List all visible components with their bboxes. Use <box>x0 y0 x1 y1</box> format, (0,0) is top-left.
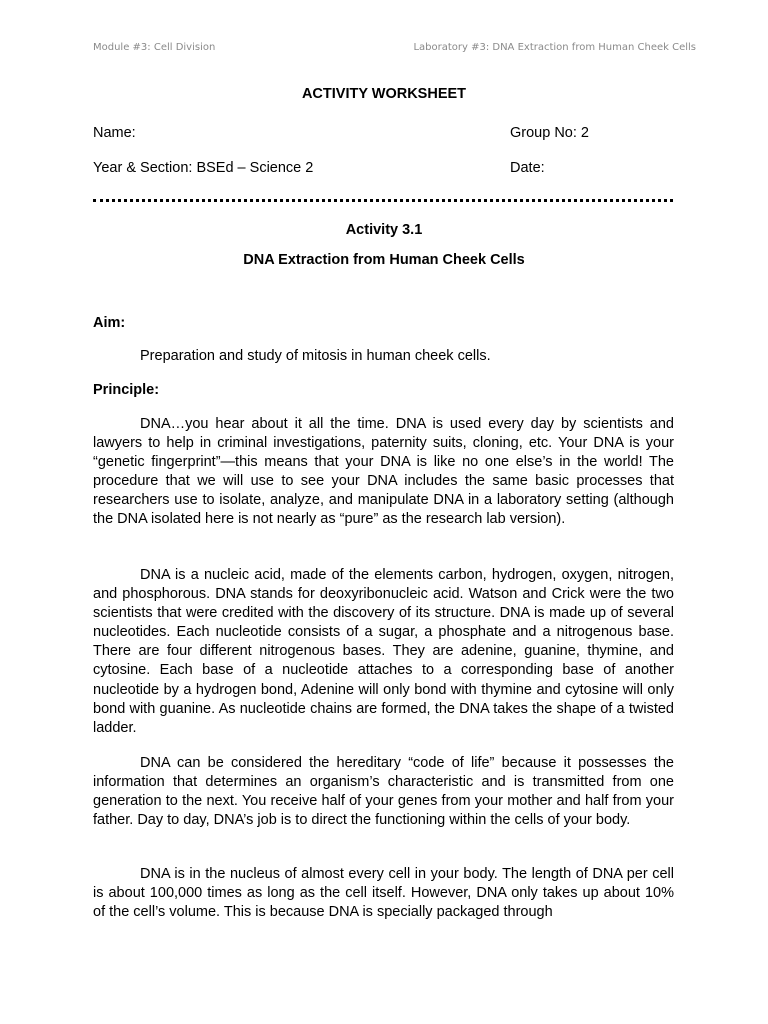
dotted-divider <box>93 199 673 202</box>
principle-paragraph-2: DNA is a nucleic acid, made of the elements carbon, hydrogen, oxygen, nitrogen, and phosphorous. DNA stands for deoxyribonucleic acid. Watson and Crick were the two scientists that were credited with the discovery of its structure. DNA is made up of several nucleotides. Each nucleotide consists of a sugar, a phosphate and a nitrogenous base. There are four different nitrogenous bases. They are adenine, guanine, thymine, and cytosine. Each base of a nucleotide attaches to a corresponding base of another nucleotide by a hydrogen bond, Adenine will only bond with thymine and cytosine will only bond with guanine. As nucleotide chains are formed, the DNA takes the shape of a twisted ladder. <box>93 567 674 736</box>
group-label: Group No: 2 <box>510 125 589 141</box>
aim-text: Preparation and study of mitosis in human cheek cells. <box>140 348 491 364</box>
name-row <box>93 125 673 141</box>
principle-paragraph-3: DNA can be considered the hereditary “code of life” because it possesses the information that determines an organism’s characteristic and is transmitted from one generation to the next. You receive half of your genes from your mother and half from your father. Day to day, DNA’s job is to direct the functioning within the cells of your body. <box>93 755 674 829</box>
date-label: Date: <box>510 160 545 176</box>
worksheet-title: ACTIVITY WORKSHEET <box>301 86 467 102</box>
aim-label: Aim: <box>93 315 126 331</box>
name-label: Name: <box>93 125 136 141</box>
page-header <box>93 42 696 53</box>
year-section-label: Year & Section: BSEd – Science 2 <box>93 160 314 176</box>
activity-number: Activity 3.1 <box>345 222 423 238</box>
section-row <box>93 160 673 176</box>
principle-paragraph-1: DNA…you hear about it all the time. DNA is used every day by scientists and lawyers to help in criminal investigations, paternity suits, cloning, etc. Your DNA is your “genetic fingerprint”—this means that your DNA is like no one else’s in the world! The procedure that we will use to see your DNA includes the same basic processes that researchers use to isolate, analyze, and manipulate DNA in a laboratory setting (although the DNA isolated here is not nearly as “pure” as the research lab version). <box>93 416 674 528</box>
header-laboratory: Laboratory #3: DNA Extraction from Human Cheek Cells <box>413 42 696 53</box>
principle-label: Principle: <box>93 382 160 398</box>
activity-title: DNA Extraction from Human Cheek Cells <box>243 252 525 268</box>
principle-paragraph-4: DNA is in the nucleus of almost every cell in your body. The length of DNA per cell is about 100,000 times as long as the cell itself. However, DNA only takes up about 10% of the cell’s volume. This is because DNA is specially packaged through <box>93 866 674 921</box>
header-module: Module #3: Cell Division <box>93 42 216 53</box>
